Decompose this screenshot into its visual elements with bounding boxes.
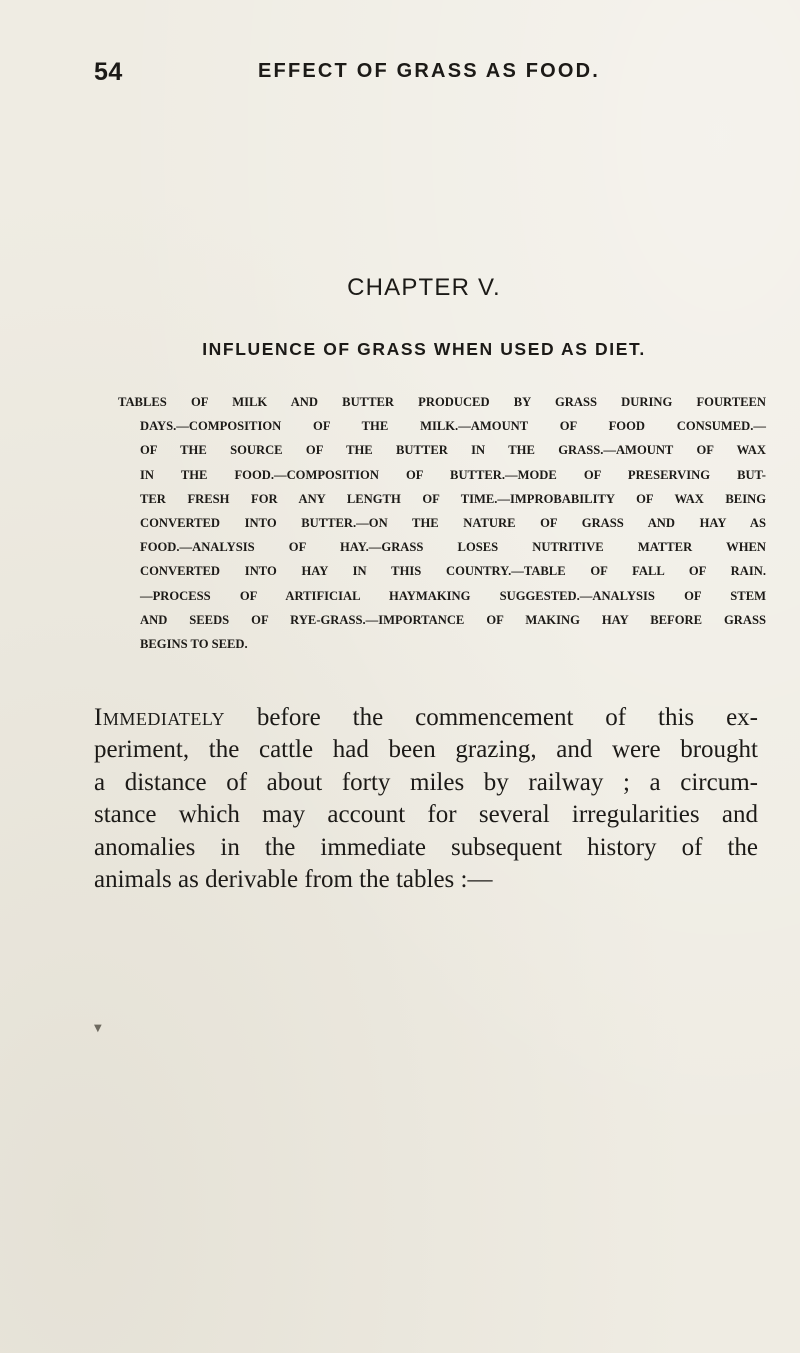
synopsis-line: DAYS.—COMPOSITION OF THE MILK.—AMOUNT OF FOOD CONSUMED.— [140,419,766,434]
synopsis-line: BEGINS TO SEED. [140,637,248,652]
synopsis-line: —PROCESS OF ARTIFICIAL HAYMAKING SUGGESTED.—ANALYSIS OF STEM [140,588,766,603]
synopsis-line: TABLES OF MILK AND BUTTER PRODUCED BY GRASS DURING FOURTEEN [118,395,766,409]
synopsis-line: OF THE SOURCE OF THE BUTTER IN THE GRASS.—AMOUNT OF WAX [140,443,766,458]
body-line: anomalies in the immediate subsequent history of the [94,833,758,861]
page-number: 54 [94,58,123,86]
body-line: periment, the cattle had been grazing, and were brought [94,736,758,764]
synopsis-line: CONVERTED INTO HAY IN THIS COUNTRY.—TABLE OF FALL OF RAIN. [140,564,766,579]
body-line [94,702,758,734]
body-line-text: before the commencement of this ex- [225,704,758,731]
opening-word: Immediately [94,704,226,731]
running-head: EFFECT OF GRASS AS FOOD. [258,60,601,82]
chapter-title: INFLUENCE OF GRASS WHEN USED AS DIET. [202,339,646,359]
synopsis-line: TER FRESH FOR ANY LENGTH OF TIME.—IMPROBABILITY OF WAX BEING [140,491,766,506]
chapter-synopsis [118,390,768,656]
body-line: animals as derivable from the tables :— [94,866,493,894]
body-line: stance which may account for several irregularities and [94,801,758,829]
body-paragraph [94,702,770,896]
synopsis-line: FOOD.—ANALYSIS OF HAY.—GRASS LOSES NUTRITIVE MATTER WHEN [140,540,766,555]
chapter-number: CHAPTER V. [347,274,501,301]
synopsis-line: IN THE FOOD.—COMPOSITION OF BUTTER.—MODE OF PRESERVING BUT- [140,467,766,482]
synopsis-line: CONVERTED INTO BUTTER.—ON THE NATURE OF GRASS AND HAY AS [140,516,766,531]
ink-speck: ▼ [94,1023,102,1034]
synopsis-line: AND SEEDS OF RYE-GRASS.—IMPORTANCE OF MAKING HAY BEFORE GRASS [140,612,766,627]
body-line: a distance of about forty miles by railway ; a circum- [94,768,758,796]
